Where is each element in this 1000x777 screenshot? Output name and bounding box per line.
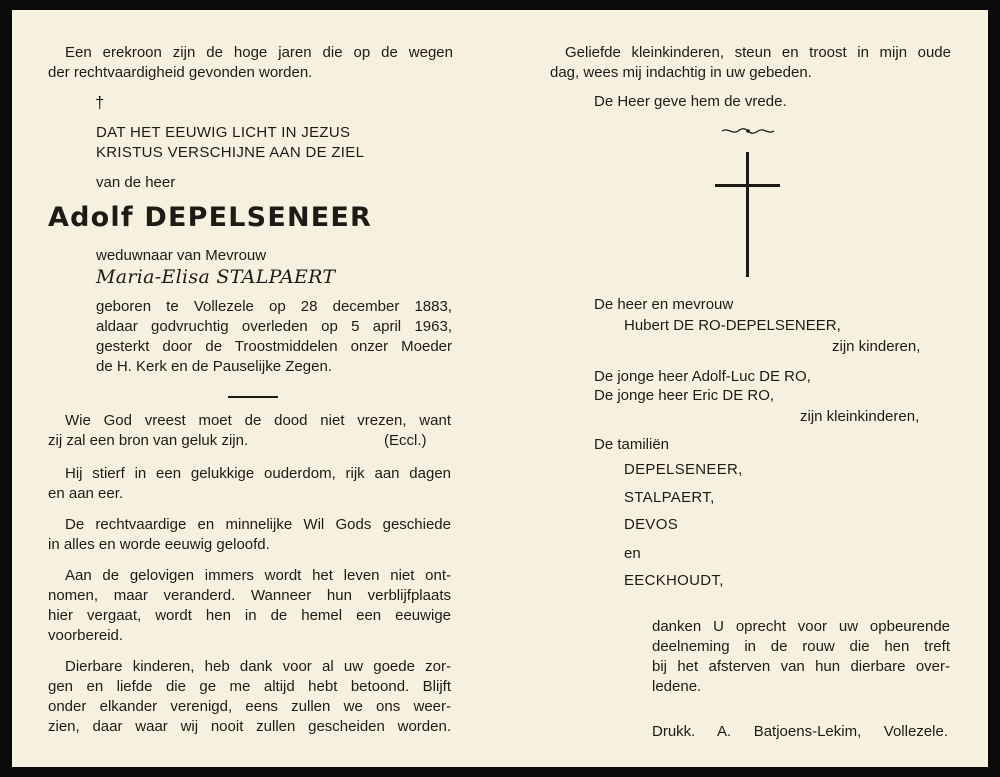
salutation: van de heer	[96, 174, 176, 191]
grandchildren-verse-line-1: Geliefde kleinkinderen, steun en troost in mijn oude	[565, 44, 951, 61]
thanks-line-2: deelneming in de rouw die hen treft	[652, 638, 950, 655]
p4-line-3: onder elkander verenigd, eens zullen we ons weer-	[48, 698, 451, 715]
children-label: De heer en mevrouw	[594, 296, 734, 313]
cross-icon	[712, 152, 782, 277]
intro-line-2: KRISTUS VERSCHIJNE AAN DE ZIEL	[96, 144, 365, 161]
p2-line-2: in alles en worde eeuwig geloofd.	[48, 536, 270, 553]
memorial-card	[12, 10, 988, 767]
grandchildren-relation: zijn kleinkinderen,	[800, 408, 920, 425]
grandchildren-verse-line-2: dag, wees mij indachtig in uw gebeden.	[550, 64, 812, 81]
family-3: DEVOS	[624, 516, 679, 533]
p3-line-2: nomen, maar veranderd. Wanneer hun verblijfplaats	[48, 587, 451, 604]
p1-line-1: Hij stierf in een gelukkige ouderdom, rijk aan dagen	[65, 465, 451, 482]
ornament-flourish	[718, 125, 778, 137]
quote-source: (Eccl.)	[384, 432, 427, 449]
thanks-line-1: danken U oprecht voor uw opbeurende	[652, 618, 950, 635]
quote-line-1: Wie God vreest moet de dood niet vrezen, want	[65, 412, 451, 429]
children-names: Hubert DE RO-DEPELSENEER,	[624, 317, 841, 334]
bio-line-1: geboren te Vollezele op 28 december 1883,	[96, 298, 452, 315]
family-conjunction: en	[624, 545, 641, 562]
intro-line-1: DAT HET EEUWIG LICHT IN JEZUS	[96, 124, 351, 141]
bio-line-4: de H. Kerk en de Pauselijke Zegen.	[96, 358, 332, 375]
p3-line-1: Aan de gelovigen immers wordt het leven niet ont-	[65, 567, 451, 584]
bio-line-3: gesterkt door de Troostmiddelen onzer Moeder	[96, 338, 452, 355]
quote-line-2: zij zal een bron van geluk zijn.	[48, 432, 249, 449]
verse-line-2: der rechtvaardigheid gevonden worden.	[48, 64, 313, 81]
printer-credit: Drukk. A. Batjoens-Lekim, Vollezele.	[652, 723, 948, 740]
family-4: EECKHOUDT,	[624, 572, 724, 589]
children-relation: zijn kinderen,	[832, 338, 921, 355]
thanks-line-4: ledene.	[652, 678, 702, 695]
p4-line-4: zien, daar waar wij nooit zullen gescheiden worden.	[48, 718, 451, 735]
prayer-line: De Heer geve hem de vrede.	[594, 93, 787, 110]
families-label: De tamiliën	[594, 436, 670, 453]
p4-line-1: Dierbare kinderen, heb dank voor al uw goede zor-	[65, 658, 451, 675]
p3-line-4: voorbereid.	[48, 627, 124, 644]
family-2: STALPAERT,	[624, 489, 715, 506]
grandchild-2: De jonge heer Eric DE RO,	[594, 387, 775, 404]
family-1: DEPELSENEER,	[624, 461, 743, 478]
grandchild-1: De jonge heer Adolf-Luc DE RO,	[594, 368, 811, 385]
cross-symbol: †	[95, 93, 105, 112]
widower-line: weduwnaar van Mevrouw	[96, 247, 267, 264]
verse-line-1: Een erekroon zijn de hoge jaren die op de wegen	[65, 44, 453, 61]
bio-line-2: aldaar godvruchtig overleden op 5 april 1963,	[96, 318, 452, 335]
p3-line-3: hier vergaat, wordt hen in de hemel een eeuwige	[48, 607, 451, 624]
p2-line-1: De rechtvaardige en minnelijke Wil Gods geschiede	[65, 516, 451, 533]
p1-line-2: en aan eer.	[48, 485, 124, 502]
spouse-name: Maria-Elisa STALPAERT	[96, 266, 336, 288]
deceased-name: Adolf DEPELSENEER	[48, 202, 373, 233]
thanks-line-3: bij het afsterven van hun dierbare over-	[652, 658, 950, 675]
p4-line-2: gen en liefde die ge me altijd hebt betoond. Blijft	[48, 678, 451, 695]
divider-rule	[228, 396, 278, 398]
